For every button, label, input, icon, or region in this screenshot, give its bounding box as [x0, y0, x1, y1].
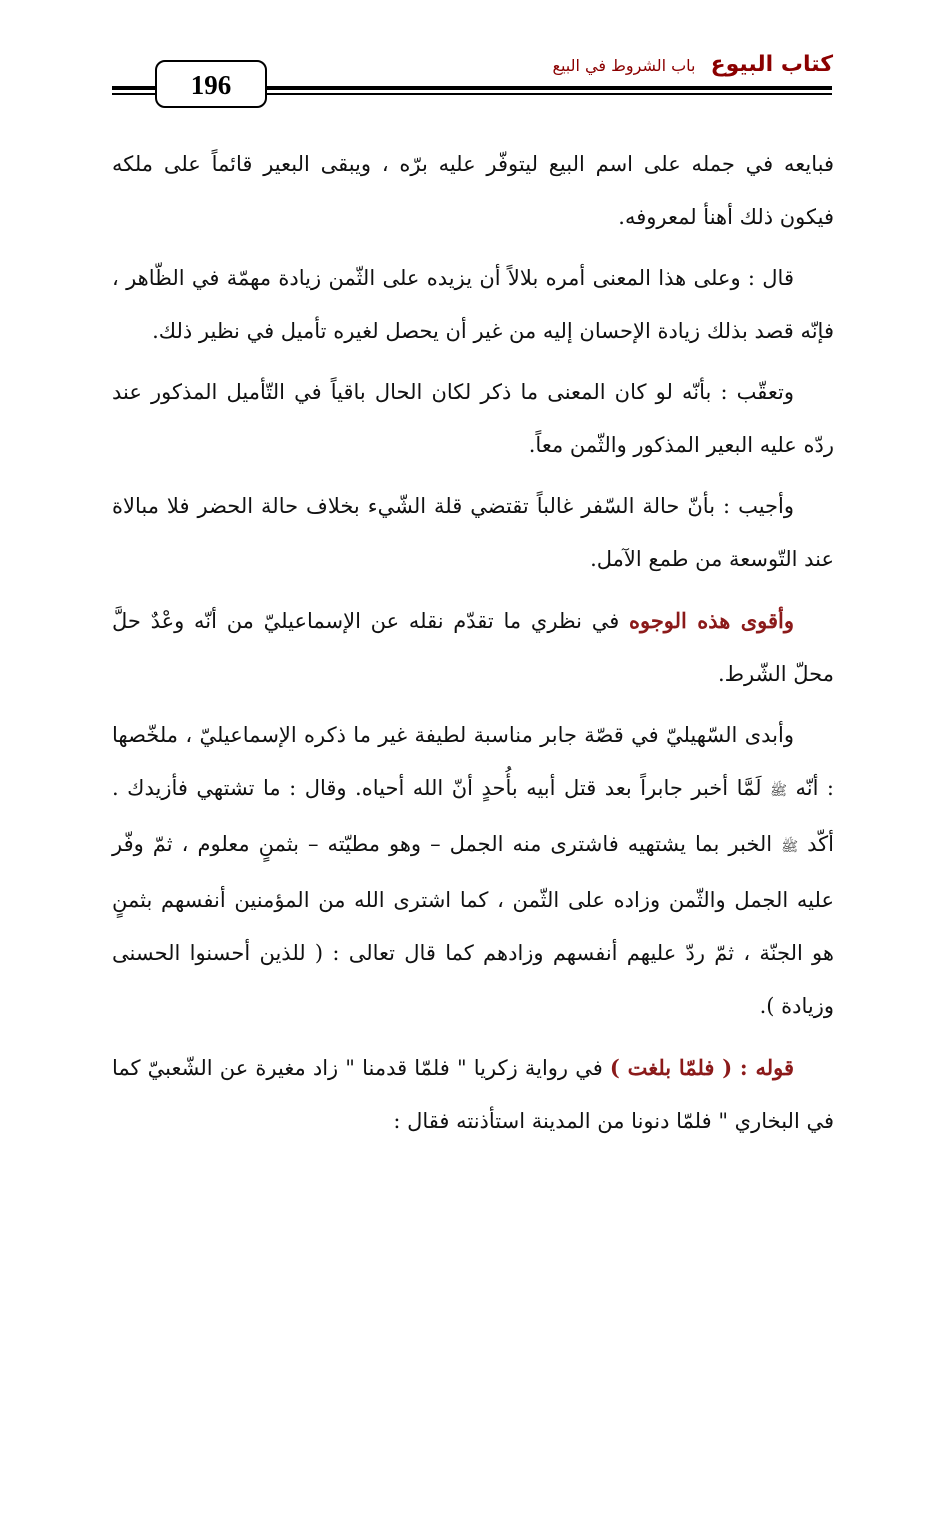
- salutation-glyph: ﷺ: [770, 783, 787, 799]
- chapter-title: باب الشروط في البيع: [552, 56, 696, 75]
- paragraph-text: لَمَّا أخبر جابراً بعد قتل أبيه بأُحدٍ أنّ الله أحياه. وقال : ما تشتهي فأزيدك . أكّد: [112, 776, 834, 856]
- paragraph: قال : وعلى هذا المعنى أمره بلالاً أن يزيده على الثّمن زيادة مهمّة في الظّاهر ، فإنّه قصد بذلك زيادة الإحسان إليه من غير أن يحصل لغيره تأميل في نظير ذلك.: [112, 266, 834, 343]
- highlighted-phrase: وأقوى هذه الوجوه: [628, 608, 795, 633]
- salutation-glyph: ﷺ: [781, 839, 799, 855]
- paragraph: [112, 594, 834, 701]
- page-number: 196: [155, 60, 267, 108]
- paragraph-text: في رواية زكريا " فلمّا قدمنا " زاد مغيرة عن الشّعبيّ كما في البخاري " فلمّا دنونا من المدينة استأذنته فقال :: [112, 1056, 834, 1133]
- paragraph-text: في نظري ما تقدّم نقله عن الإسماعيليّ من أنّه وعْدٌ حلَّ محلّ الشّرط.: [112, 609, 834, 686]
- main-text: [112, 138, 834, 1156]
- paragraph-text: وأبدى السّهيليّ في قصّة جابر مناسبة لطيفة غير ما ذكره الإسماعيليّ ، ملخّصها : أنّه: [112, 723, 834, 800]
- paragraph: [112, 1041, 834, 1148]
- running-header: [552, 52, 833, 77]
- book-title: كتاب البيوع: [710, 52, 833, 77]
- paragraph: وأجيب : بأنّ حالة السّفر غالباً تقتضي قلة الشّيء بخلاف حالة الحضر فلا مبالاة عند التّوسعة من طمع الآمل.: [112, 494, 834, 571]
- paragraph: [112, 709, 834, 1033]
- paragraph: وتعقّب : بأنّه لو كان المعنى ما ذكر لكان الحال باقياً في التّأميل المذكور عند ردّه عليه البعير المذكور والثّمن معاً.: [112, 380, 834, 457]
- paragraph-text: الخبر بما يشتهيه فاشترى منه الجمل – وهو مطيّته – بثمنٍ معلوم ، ثمّ وفّر عليه الجمل والثّمن وزاده على الثّمن ، كما اشترى الله من المؤمنين أنفسهم بثمنٍ هو الجنّة ، ثمّ ردّ عليهم أنفسهم وزادهم كما قال تعالى : ( للذين أحسنوا الحسنى وزيادة ).: [112, 832, 834, 1018]
- highlighted-phrase: قوله : ( فلمّا بلغت ): [609, 1055, 794, 1080]
- paragraph: فبايعه في جمله على اسم البيع ليتوفّر عليه برّه ، ويبقى البعير قائماً على ملكه فيكون ذلك أهنأ لمعروفه.: [112, 152, 834, 229]
